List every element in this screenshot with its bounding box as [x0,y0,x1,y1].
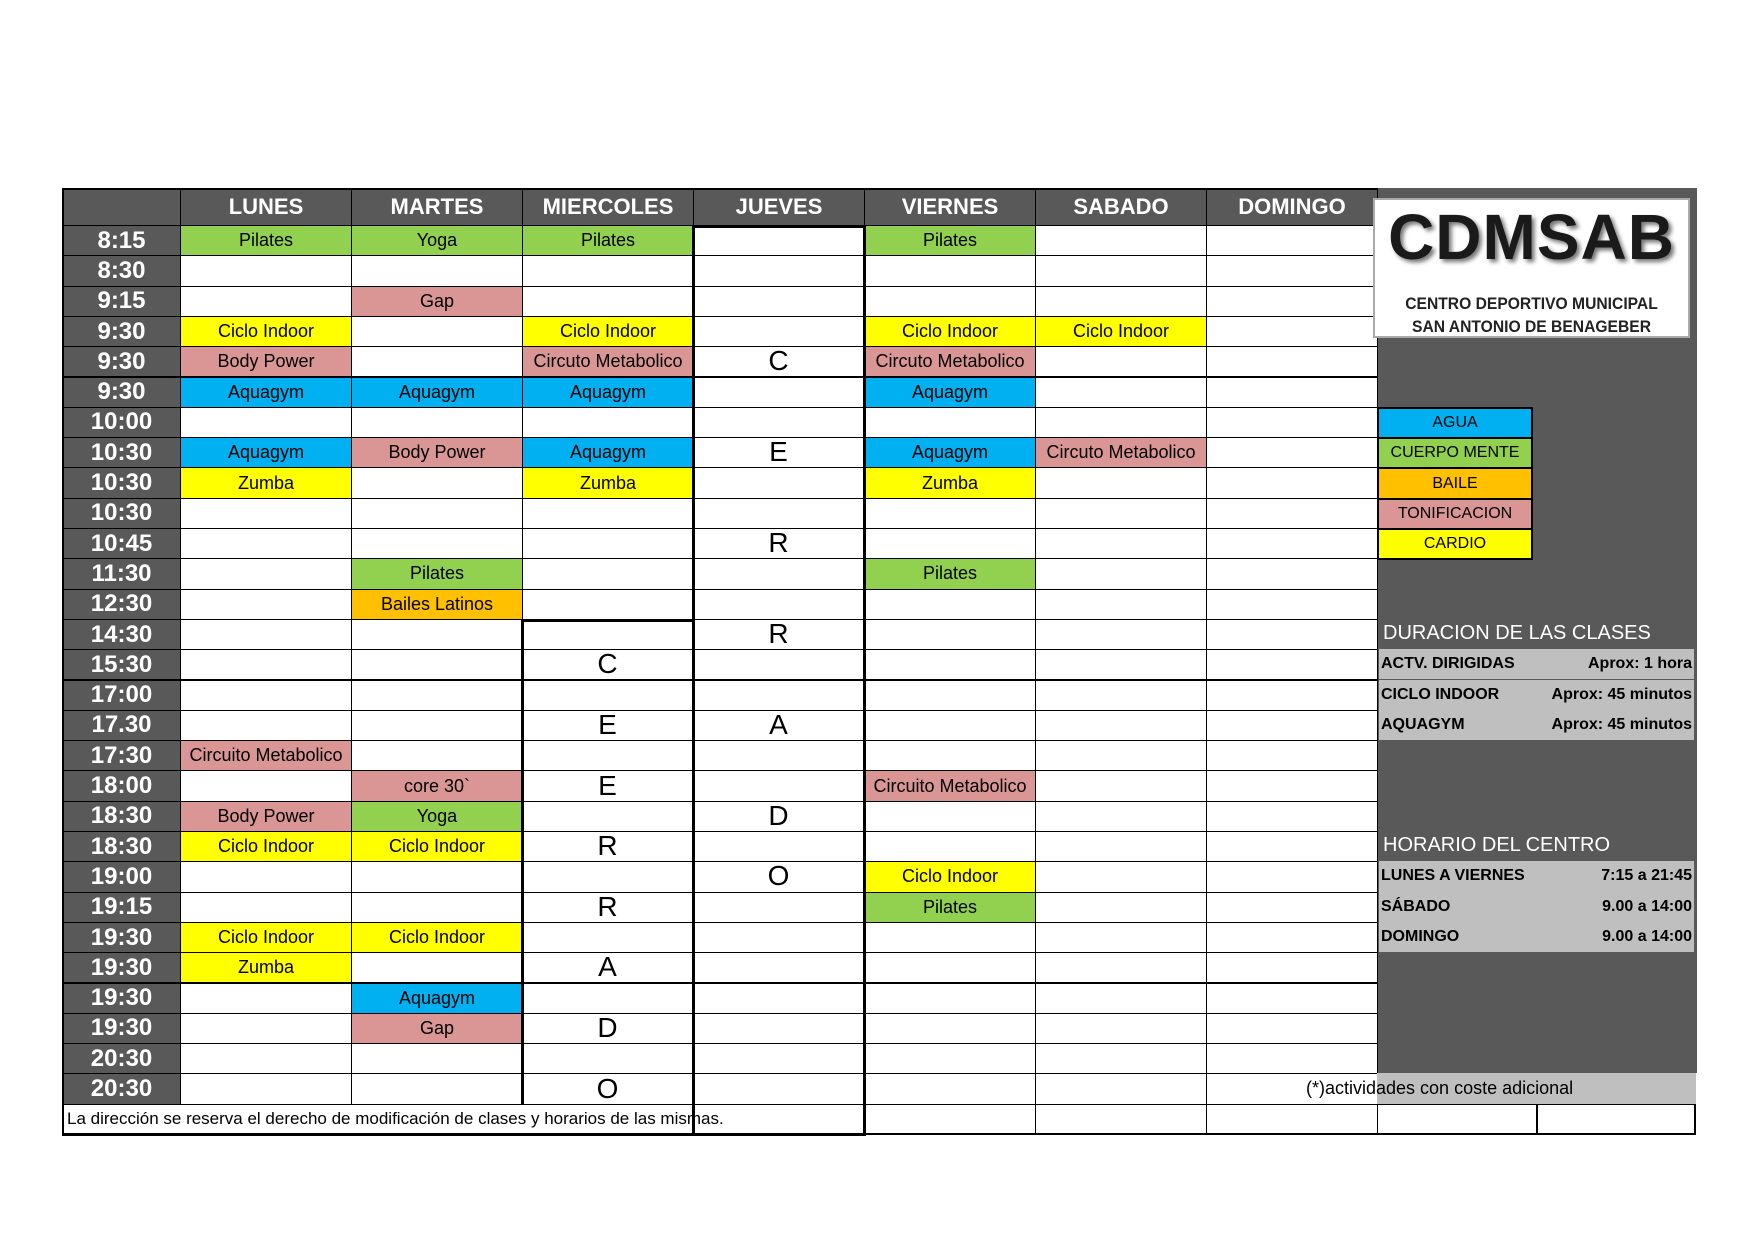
legend-item: CARDIO [1377,528,1533,560]
info-value: Aprox: 1 hora [1587,655,1692,673]
schedule-cell [1206,589,1378,620]
schedule-cell [1206,983,1378,1014]
info-label: LUNES A VIERNES [1381,867,1525,885]
schedule-cell [1035,407,1207,438]
day-header: DOMINGO [1206,188,1378,226]
schedule-cell [864,1043,1036,1074]
class-cell[interactable]: Aquagym [180,377,352,408]
class-cell[interactable]: Bailes Latinos [351,589,523,620]
time-slot: 11:30 [62,558,181,589]
class-cell[interactable]: Ciclo Indoor [1035,316,1207,347]
schedule-cell [1035,831,1207,862]
schedule-cell [864,710,1036,741]
schedule-cell [180,558,352,589]
schedule-cell [1035,589,1207,620]
legend-item: CUERPO MENTE [1377,437,1533,469]
schedule-cell [1206,649,1378,680]
schedule-cell [864,286,1036,317]
time-slot: 18:00 [62,770,181,801]
time-slot: 19:00 [62,861,181,892]
class-cell[interactable]: Ciclo Indoor [864,861,1036,892]
class-cell[interactable]: Yoga [351,225,523,256]
class-cell[interactable]: Ciclo Indoor [351,922,523,953]
schedule-cell [1035,377,1207,408]
time-slot: 17.30 [62,710,181,741]
divider [521,619,694,622]
schedule-cell [864,801,1036,832]
closed-letter: R [768,618,789,650]
class-cell[interactable]: Circuto Metabolico [522,346,694,377]
schedule-cell [1206,892,1378,923]
schedule-cell [351,316,523,347]
schedule-cell [693,770,865,801]
class-cell[interactable]: Aquagym [864,437,1036,468]
class-cell[interactable]: Pilates [864,892,1036,923]
schedule-cell [180,861,352,892]
legend-item: TONIFICACION [1377,498,1533,530]
day-header: SABADO [1035,188,1207,226]
schedule-cell [180,619,352,650]
day-header: JUEVES [693,188,865,226]
class-cell[interactable]: Aquagym [180,437,352,468]
schedule-cell [180,770,352,801]
schedule-cell [351,407,523,438]
class-cell[interactable]: Pilates [864,558,1036,589]
class-cell[interactable]: Pilates [351,558,523,589]
info-label: SÁBADO [1381,897,1451,915]
schedule-cell [1035,1073,1207,1104]
class-cell[interactable]: Circuto Metabolico [864,346,1036,377]
closed-letter: E [598,708,617,740]
legend-item: BAILE [1377,467,1533,499]
class-cell[interactable]: Ciclo Indoor [180,316,352,347]
closed-letter: D [768,799,789,831]
schedule-cell [864,1073,1036,1104]
time-slot: 19:30 [62,1013,181,1044]
schedule-cell [180,680,352,711]
schedule-cell [351,861,523,892]
schedule-cell [1206,407,1378,438]
time-slot: 20:30 [62,1073,181,1104]
schedule-cell [1035,619,1207,650]
closed-letter: O [767,860,790,892]
time-slot: 19:30 [62,922,181,953]
class-cell[interactable]: Ciclo Indoor [864,316,1036,347]
schedule-cell [1035,255,1207,286]
schedule-cell [351,467,523,498]
class-cell[interactable]: Aquagym [351,377,523,408]
schedule-cell [180,407,352,438]
day-header: LUNES [180,188,352,226]
class-cell[interactable]: Pilates [180,225,352,256]
schedule-cell [1035,649,1207,680]
schedule-cell [1206,286,1378,317]
schedule-cell [693,892,865,923]
schedule-cell [1206,619,1378,650]
schedule-cell [180,1073,352,1104]
schedule-cell [693,649,865,680]
divider [692,225,695,1134]
schedule-cell [522,286,694,317]
info-row [1379,861,1694,891]
schedule-cell [180,1043,352,1074]
closed-letter: C [597,648,618,680]
schedule-cell [180,286,352,317]
day-header: MARTES [351,188,523,226]
schedule-cell [351,346,523,377]
class-cell[interactable]: Gap [351,1013,523,1044]
schedule-cell [1206,255,1378,286]
schedule-cell [693,952,865,983]
class-cell[interactable]: Ciclo Indoor [180,831,352,862]
schedule-cell [693,1073,865,1104]
info-label: CICLO INDOOR [1381,685,1500,703]
schedule-cell [693,225,865,256]
time-slot: 10:30 [62,498,181,529]
time-slot: 12:30 [62,589,181,620]
time-slot: 9:30 [62,346,181,377]
time-slot: 8:15 [62,225,181,256]
schedule-cell [522,589,694,620]
schedule-cell [864,922,1036,953]
schedule-cell [1035,740,1207,771]
footer-cell [1377,1104,1537,1135]
time-slot: 17:00 [62,680,181,711]
time-slot: 15:30 [62,649,181,680]
class-cell[interactable]: Circuito Metabolico [180,740,352,771]
logo-subtitle: CENTRO DEPORTIVO MUNICIPAL [1405,294,1658,313]
closed-letter: R [597,890,618,922]
schedule-cell [1035,952,1207,983]
schedule-cell [1206,952,1378,983]
header-corner [62,188,181,226]
class-cell[interactable]: Body Power [351,437,523,468]
schedule-cell [522,740,694,771]
schedule-cell [693,558,865,589]
time-slot: 20:30 [62,1043,181,1074]
time-slot: 17:30 [62,740,181,771]
closed-letter: R [597,830,618,862]
info-title: DURACION DE LAS CLASES [1383,621,1651,644]
schedule-cell [351,619,523,650]
cost-footnote: (*)actividades con coste adicional [1306,1078,1574,1099]
schedule-cell [1035,710,1207,741]
time-slot: 10:30 [62,467,181,498]
closed-letter: A [769,708,788,740]
class-cell[interactable]: Zumba [864,467,1036,498]
schedule-cell [522,558,694,589]
info-value: 9.00 a 14:00 [1602,928,1692,946]
schedule-cell [180,255,352,286]
schedule-cell [1206,740,1378,771]
class-cell[interactable]: Pilates [864,225,1036,256]
schedule-cell [1035,770,1207,801]
schedule-cell [522,1043,694,1074]
schedule-cell [1206,316,1378,347]
footer-note-cell: La dirección se reserva el derecho de modificación de clases y horarios de las mismas. [62,1104,865,1135]
schedule-cell [693,377,865,408]
info-row [1379,649,1694,679]
time-slot: 9:30 [62,316,181,347]
time-slot: 10:45 [62,528,181,559]
schedule-cell [1035,983,1207,1014]
schedule-cell [1035,892,1207,923]
schedule-cell [1035,346,1207,377]
info-row [1379,710,1694,740]
class-cell[interactable]: Circuto Metabolico [1035,437,1207,468]
schedule-cell [693,740,865,771]
footer-cell [864,1104,1036,1135]
closed-letter: E [598,769,617,801]
divider [521,619,524,1104]
schedule-cell [180,589,352,620]
info-label: ACTV. DIRIGIDAS [1381,655,1515,673]
schedule-cell [522,983,694,1014]
schedule-cell [864,952,1036,983]
class-cell[interactable]: Zumba [180,467,352,498]
time-slot: 19:30 [62,952,181,983]
footer-cell [1206,1104,1378,1135]
schedule-cell [1035,801,1207,832]
closed-letter: R [768,527,789,559]
day-header: VIERNES [864,188,1036,226]
time-slot: 18:30 [62,801,181,832]
info-row [1379,680,1694,710]
divider [692,225,865,228]
schedule-cell [351,649,523,680]
schedule-cell [693,255,865,286]
schedule-cell [180,1013,352,1044]
schedule-cell [693,498,865,529]
schedule-cell [1206,710,1378,741]
class-cell[interactable]: Zumba [180,952,352,983]
schedule-cell [180,649,352,680]
info-row [1379,922,1694,952]
class-cell[interactable]: Aquagym [522,377,694,408]
schedule-cell [693,407,865,438]
schedule-cell [864,619,1036,650]
schedule-cell [864,407,1036,438]
schedule-cell [1206,922,1378,953]
schedule-cell [522,680,694,711]
schedule-cell [864,649,1036,680]
schedule-cell [693,316,865,347]
schedule-cell [693,983,865,1014]
class-cell[interactable]: Ciclo Indoor [180,922,352,953]
schedule-cell [522,619,694,650]
schedule-cell [522,255,694,286]
schedule-cell [864,255,1036,286]
time-slot: 19:30 [62,983,181,1014]
schedule-cell [522,407,694,438]
time-slot: 10:30 [62,437,181,468]
schedule-cell [693,831,865,862]
schedule-cell [1206,225,1378,256]
schedule-cell [693,922,865,953]
schedule-cell [1035,680,1207,711]
closed-letter: E [769,436,788,468]
schedule-cell [1206,770,1378,801]
schedule-cell [693,680,865,711]
closed-letter: D [597,1011,618,1043]
class-cell[interactable]: Aquagym [351,983,523,1014]
class-cell[interactable]: Zumba [522,467,694,498]
schedule-cell [1035,1043,1207,1074]
schedule-cell [1206,1043,1378,1074]
time-slot: 8:30 [62,255,181,286]
schedule-cell [693,589,865,620]
time-slot: 9:15 [62,286,181,317]
time-slot: 9:30 [62,377,181,408]
class-cell[interactable]: Gap [351,286,523,317]
schedule-cell [351,528,523,559]
schedule-cell [1206,498,1378,529]
schedule-cell [1206,558,1378,589]
schedule-cell [1206,528,1378,559]
divider [62,1133,866,1136]
info-value: Aprox: 45 minutos [1551,715,1692,733]
logo-subtitle: SAN ANTONIO DE BENAGEBER [1412,317,1651,336]
info-row [1379,892,1694,922]
schedule-cell [180,892,352,923]
schedule-cell [180,983,352,1014]
schedule-cell [1206,346,1378,377]
schedule-cell [1206,801,1378,832]
schedule-cell [180,498,352,529]
class-cell[interactable]: Ciclo Indoor [351,831,523,862]
schedule-cell [351,952,523,983]
info-label: DOMINGO [1381,928,1460,946]
schedule-cell [351,498,523,529]
closed-letter: A [598,951,617,983]
class-cell[interactable]: Body Power [180,801,352,832]
time-slot: 19:15 [62,892,181,923]
schedule-cell [1035,467,1207,498]
class-cell[interactable]: Body Power [180,346,352,377]
schedule-cell [1035,1013,1207,1044]
logo [1373,198,1690,338]
class-cell[interactable]: Ciclo Indoor [522,316,694,347]
schedule-cell [1035,498,1207,529]
schedule-cell [864,589,1036,620]
schedule-cell [522,922,694,953]
schedule-table [62,188,1696,1138]
schedule-cell [1035,286,1207,317]
footer-cell [1035,1104,1207,1135]
schedule-cell [1035,861,1207,892]
time-slot: 14:30 [62,619,181,650]
class-cell[interactable]: Circuito Metabolico [864,770,1036,801]
schedule-cell [351,740,523,771]
schedule-cell [1206,831,1378,862]
closed-letter: C [768,345,789,377]
schedule-cell [351,1043,523,1074]
schedule-cell [522,528,694,559]
schedule-cell [864,528,1036,559]
schedule-cell [351,1073,523,1104]
logo-title: CDMSAB [1388,201,1675,273]
schedule-cell [1206,1013,1378,1044]
class-cell[interactable]: core 30` [351,770,523,801]
schedule-cell [351,255,523,286]
schedule-cell [522,861,694,892]
schedule-cell [864,740,1036,771]
schedule-cell [522,498,694,529]
divider [863,1104,866,1135]
schedule-cell [351,680,523,711]
info-title: HORARIO DEL CENTRO [1383,834,1611,856]
class-cell[interactable]: Yoga [351,801,523,832]
time-slot: 18:30 [62,831,181,862]
schedule-cell [180,528,352,559]
day-header: MIERCOLES [522,188,694,226]
schedule-cell [180,710,352,741]
schedule-cell [864,680,1036,711]
class-cell[interactable]: Pilates [522,225,694,256]
divider [863,225,866,1134]
schedule-cell [351,710,523,741]
schedule-cell [1206,377,1378,408]
info-value: 7:15 a 21:45 [1601,867,1692,885]
schedule-cell [693,1013,865,1044]
schedule-cell [864,831,1036,862]
schedule-cell [864,1013,1036,1044]
class-cell[interactable]: Aquagym [864,377,1036,408]
schedule-cell [351,892,523,923]
schedule-cell [1206,467,1378,498]
schedule-cell [1035,558,1207,589]
schedule-cell [864,983,1036,1014]
schedule-cell [1206,437,1378,468]
schedule-cell [1035,225,1207,256]
schedule-cell [1206,861,1378,892]
schedule-cell [864,498,1036,529]
class-cell[interactable]: Aquagym [522,437,694,468]
schedule-cell [1035,528,1207,559]
schedule-cell [693,467,865,498]
legend-item: AGUA [1377,407,1533,439]
schedule-cell [522,801,694,832]
time-slot: 10:00 [62,407,181,438]
info-value: 9.00 a 14:00 [1602,897,1692,915]
schedule-cell [693,1043,865,1074]
info-value: Aprox: 45 minutos [1551,685,1692,703]
schedule-cell [693,286,865,317]
schedule-cell [1035,922,1207,953]
closed-letter: O [596,1072,619,1104]
schedule-cell [1206,680,1378,711]
footer-cell [1537,1104,1697,1135]
info-label: AQUAGYM [1381,715,1465,733]
